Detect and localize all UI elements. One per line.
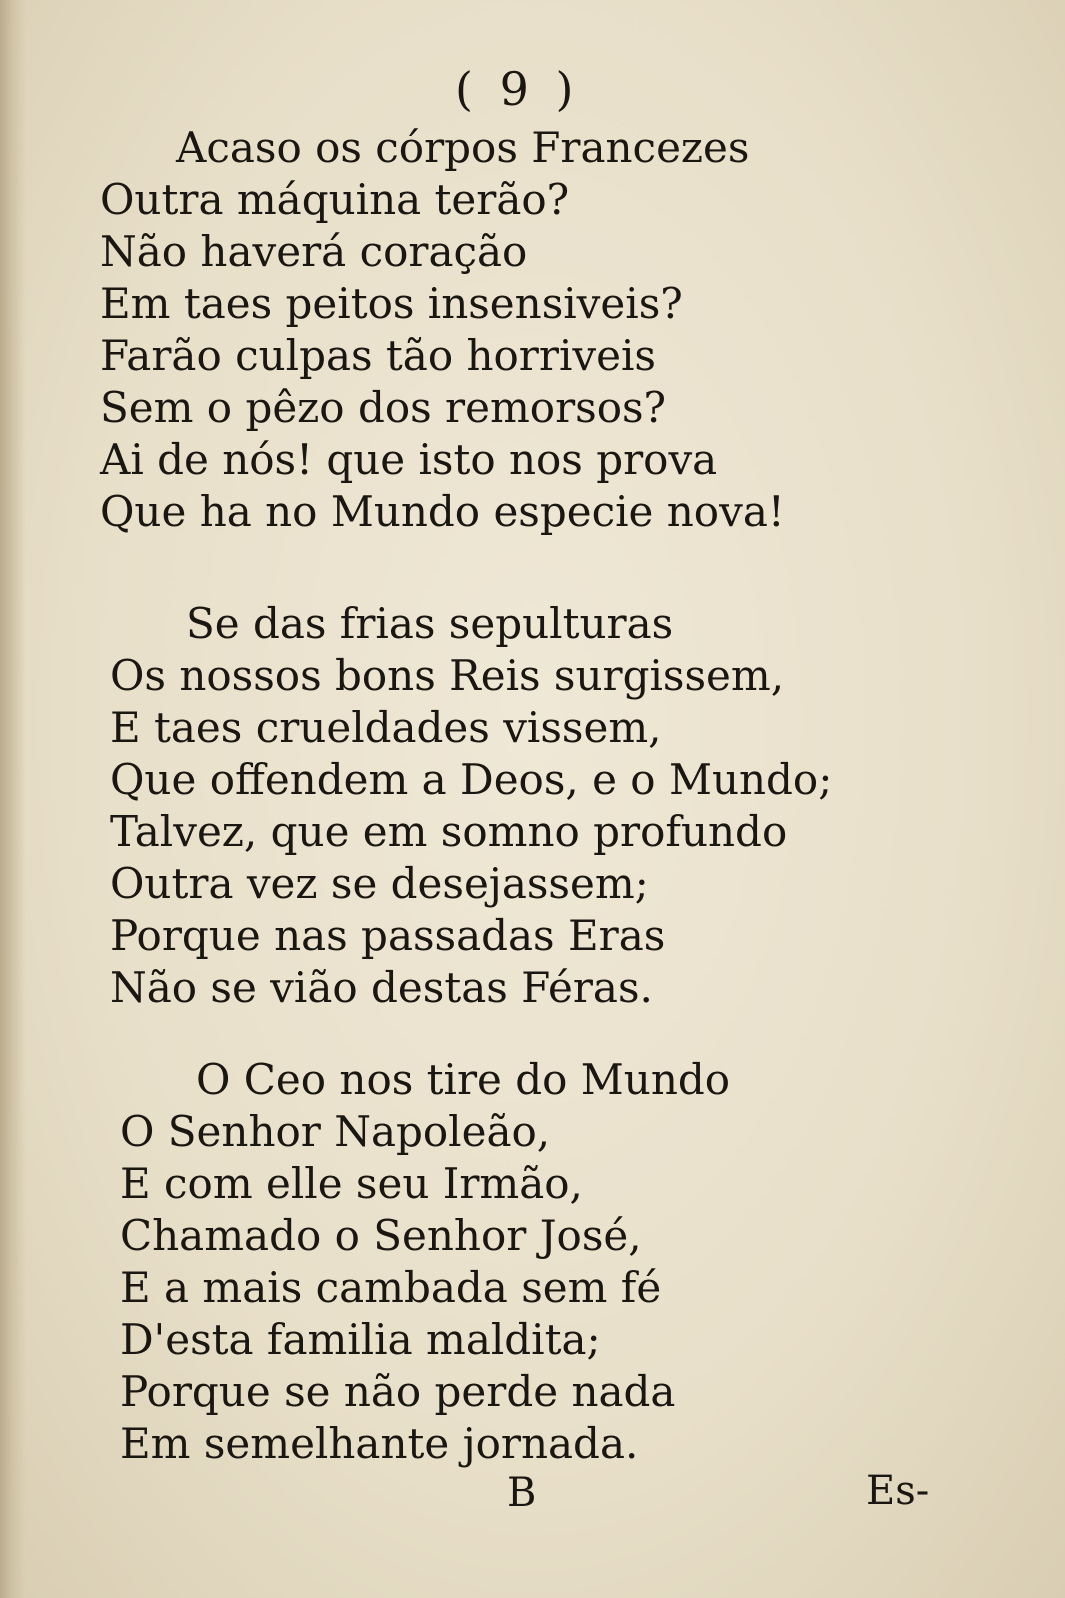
- verse-line: Porque nas passadas Eras: [110, 911, 666, 960]
- verse-line: E com elle seu Irmão,: [120, 1159, 583, 1208]
- verse-line: Em semelhante jornada.: [120, 1419, 639, 1468]
- verse-line: O Senhor Napoleão,: [120, 1107, 551, 1156]
- verse-line: Acaso os córpos Francezes: [176, 123, 750, 172]
- verse-line: Não haverá coração: [100, 227, 528, 276]
- verse-line: E taes crueldades vissem,: [110, 703, 662, 752]
- verse-line: E a mais cambada sem fé: [120, 1263, 662, 1312]
- verse-line: Talvez, que em somno profundo: [110, 807, 788, 856]
- verse-line: Farão culpas tão horriveis: [100, 331, 656, 380]
- page-number: ( 9 ): [455, 62, 580, 116]
- verse-line: Porque se não perde nada: [120, 1367, 676, 1416]
- signature-mark: B: [507, 1470, 537, 1516]
- catchword: Es-: [866, 1468, 930, 1514]
- verse-line: Ai de nós! que isto nos prova: [100, 435, 718, 484]
- stanza-2: [110, 598, 832, 1014]
- gutter-shadow: [0, 0, 26, 1598]
- verse-line: Sem o pêzo dos remorsos?: [100, 383, 667, 432]
- stanza-3: [120, 1054, 730, 1470]
- verse-line: D'esta familia maldita;: [120, 1315, 601, 1364]
- verse-line: Que ha no Mundo especie nova!: [100, 487, 785, 536]
- verse-line: Em taes peitos insensiveis?: [100, 279, 683, 328]
- verse-line: Não se vião destas Féras.: [110, 963, 653, 1012]
- verse-line: Os nossos bons Reis surgissem,: [110, 651, 785, 700]
- stanza-1: [100, 122, 785, 538]
- verse-line: Que offendem a Deos, e o Mundo;: [110, 755, 833, 804]
- verse-line: Chamado o Senhor José,: [120, 1211, 642, 1260]
- verse-line: Outra vez se desejassem;: [110, 859, 649, 908]
- verse-line: O Ceo nos tire do Mundo: [196, 1055, 731, 1104]
- verse-line: Outra máquina terão?: [100, 175, 570, 224]
- verse-line: Se das frias sepulturas: [186, 599, 674, 648]
